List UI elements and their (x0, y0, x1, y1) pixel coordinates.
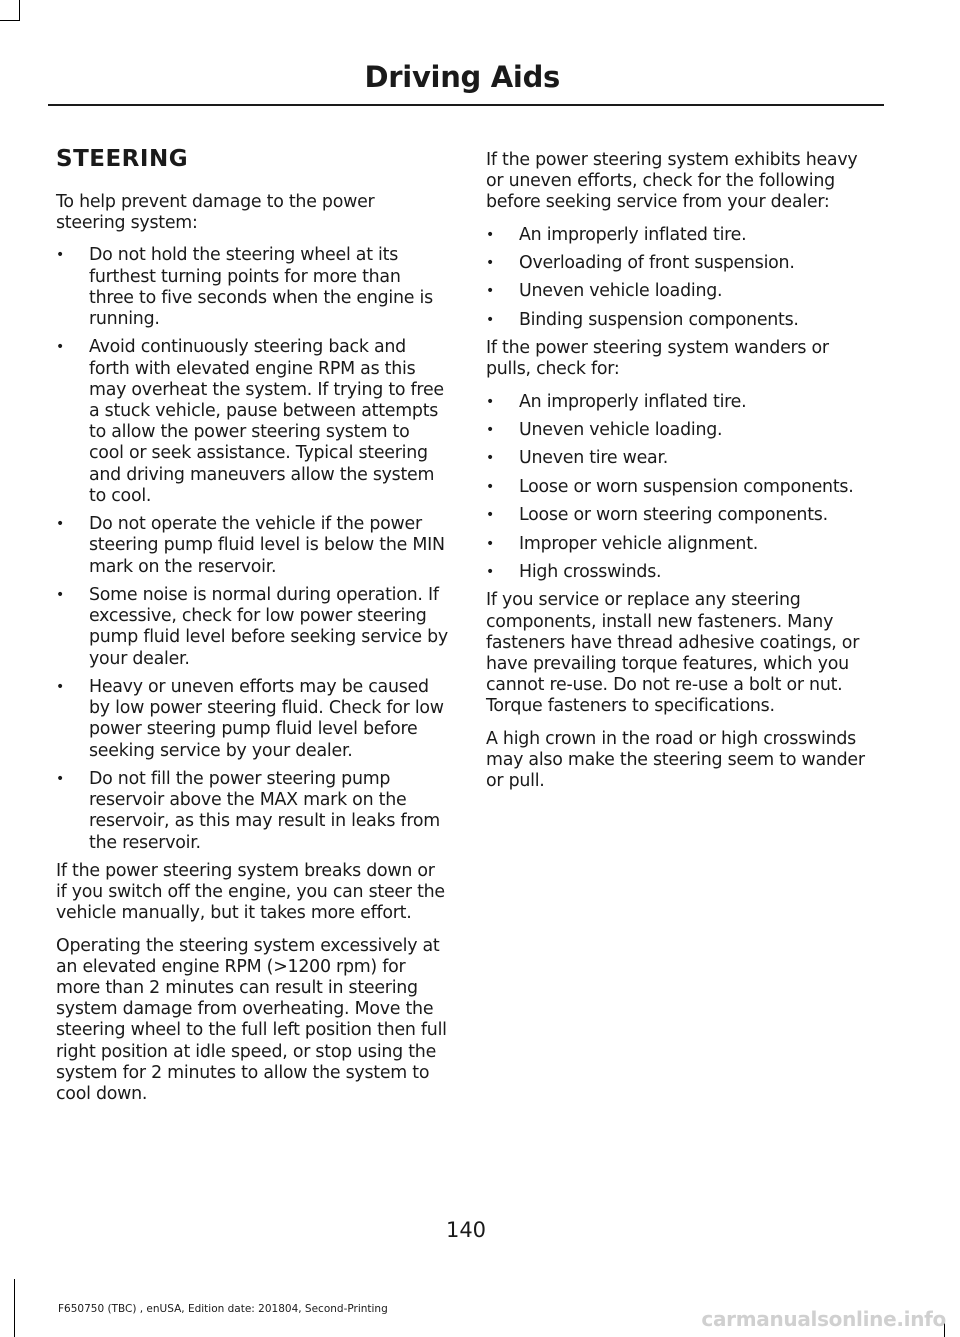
list-item: • Do not operate the vehicle if the power steering pump fluid level is below the MIN mark on the reservoir. (56, 514, 445, 577)
bullet-icon: • (486, 450, 495, 467)
section-heading: STEERING (56, 146, 189, 172)
heavy-efforts-checklist (486, 225, 878, 331)
list-item: • High crosswinds. (486, 561, 662, 582)
fasteners-paragraph: If you service or replace any steering components, install new fasteners. Many fasteners have thread adhesive coatings, or have prevailing torque features, which you cannot re-use. Do not re-use a bolt or nut. Torque fasteners to specifications. (486, 590, 860, 717)
list-item: • Do not hold the steering wheel at its furthest turning points for more than three to five seconds when the engine is running. (56, 245, 433, 330)
right-column (486, 150, 878, 803)
bullet-icon: • (486, 421, 495, 438)
watermark: carmanualsonline.info (701, 1307, 946, 1331)
list-item: • Uneven vehicle loading. (486, 419, 723, 440)
heavy-efforts-paragraph: If the power steering system exhibits heavy or uneven efforts, check for the following before seeking service from your dealer: (486, 150, 858, 213)
list-item: • An improperly inflated tire. (486, 391, 747, 412)
overheating-paragraph: Operating the steering system excessively at an elevated engine RPM (>1200 rpm) for more than 2 minutes can result in steering system damage from overheating. Move the steering wheel to the full left position then full right position at idle speed, or stop using the system for 2 minutes to allow the system to cool down. (56, 935, 447, 1105)
list-item: • Overloading of front suspension. (486, 253, 795, 273)
bullet-icon: • (486, 563, 495, 580)
crop-mark-top-left (0, 20, 20, 21)
steering-precautions-list (56, 245, 448, 853)
list-item: • Some noise is normal during operation. If excessive, check for low power steering pump fluid level before seeking service by your dealer. (56, 585, 448, 669)
bullet-icon: • (486, 226, 495, 243)
list-item: • Do not fill the power steering pump reservoir above the MAX mark on the reservoir, as this may result in leaks from the reservoir. (56, 769, 440, 853)
page-number: 140 (445, 1218, 487, 1242)
bullet-icon: • (486, 255, 495, 271)
list-item: • Uneven vehicle loading. (486, 281, 723, 302)
bullet-icon: • (486, 311, 495, 328)
bullet-icon: • (486, 507, 495, 524)
bullet-icon: • (56, 516, 65, 533)
list-item: • Uneven tire wear. (486, 448, 669, 469)
bullet-icon: • (56, 587, 65, 604)
bullet-icon: • (56, 247, 65, 264)
bullet-icon: • (486, 478, 495, 495)
bullet-icon: • (56, 679, 65, 696)
list-item: • Binding suspension components. (486, 309, 799, 330)
list-item: • Heavy or uneven efforts may be caused by low power steering fluid. Check for low power steering pump fluid level before seeking service by your dealer. (56, 677, 444, 761)
bullet-icon: • (56, 339, 65, 356)
list-item: • Loose or worn steering components. (486, 505, 828, 526)
list-item: • Avoid continuously steering back and forth with elevated engine RPM as this may overheat the system. If trying to free a stuck vehicle, pause between attempts to allow the power steering system to cool or seek assistance. Typical steering and driving maneuvers allow the system to cool. (56, 337, 444, 506)
bullet-icon: • (56, 771, 65, 788)
list-item: • An improperly inflated tire. (486, 224, 747, 245)
wanders-checklist (486, 392, 878, 584)
bullet-icon: • (486, 283, 495, 300)
list-item: • Loose or worn suspension components. (486, 476, 854, 497)
intro-paragraph: To help prevent damage to the power steering system: (56, 192, 375, 234)
manual-steering-paragraph: If the power steering system breaks down or if you switch off the engine, you can steer the vehicle manually, but it takes more effort. (56, 861, 445, 924)
footer-edition-info: F650750 (TBC) , enUSA, Edition date: 201804, Second-Printing (58, 1303, 388, 1315)
bullet-icon: • (486, 393, 495, 410)
list-item: • Improper vehicle alignment. (486, 533, 759, 554)
page-header-title: Driving Aids (364, 60, 560, 94)
crop-mark-bottom-left (14, 1279, 15, 1337)
bullet-icon: • (486, 535, 495, 552)
crop-mark-top-left-vertical (19, 0, 20, 20)
road-crown-paragraph: A high crown in the road or high crosswinds may also make the steering seem to wander or pull. (486, 728, 865, 791)
left-column (56, 146, 448, 1116)
wanders-paragraph: If the power steering system wanders or pulls, check for: (486, 338, 829, 380)
header-divider (48, 104, 884, 106)
